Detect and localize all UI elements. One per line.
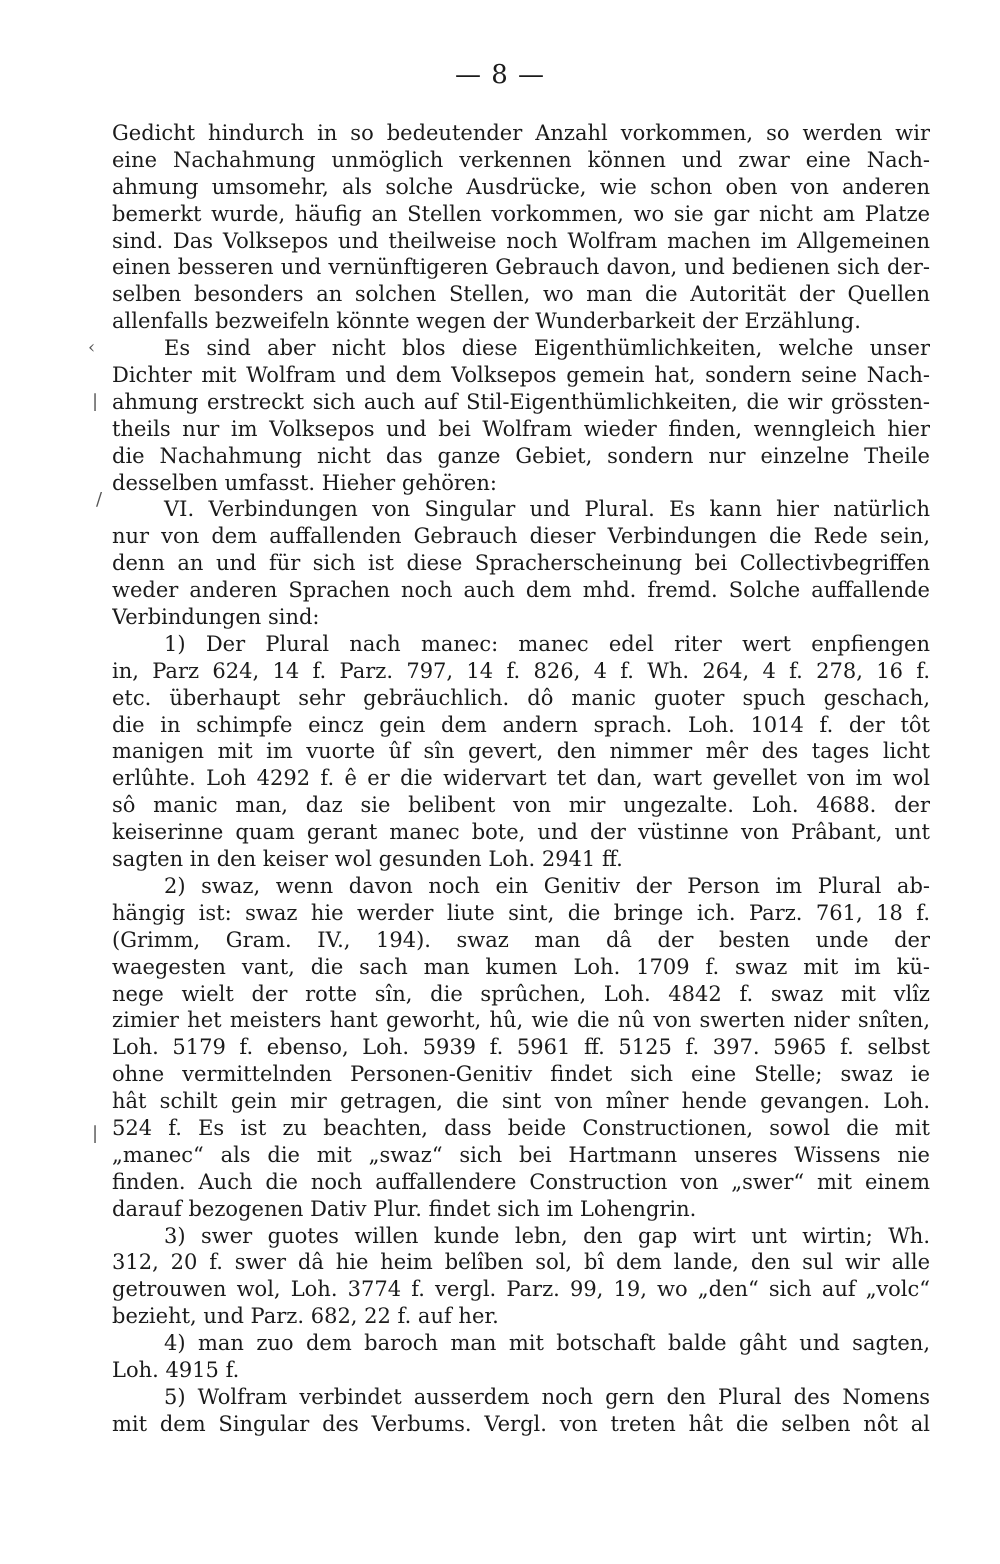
- text-line: „manec“ als die mit „swaz“ sich bei Hartmann unseres Wissens nie: [112, 1142, 930, 1167]
- text-line: etc. überhaupt sehr gebräuchlich. dô manic guoter spuch geschach,: [112, 685, 930, 710]
- text-line: (Grimm, Gram. IV., 194). swaz man dâ der besten unde der: [112, 927, 930, 952]
- text-line: hängig ist: swaz hie werder liute sint, die bringe ich. Parz. 761, 18 f.: [112, 900, 930, 925]
- text-line: theils nur im Volksepos und bei Wolfram wieder finden, wenngleich hier: [112, 416, 930, 441]
- text-line: die Nachahmung nicht das ganze Gebiet, sondern nur einzelne Theile: [112, 443, 930, 468]
- text-line: eine Nachahmung unmöglich verkennen können und zwar eine Nach-: [112, 147, 930, 172]
- text-line: sô manic man, daz sie belibent von mir ungezalte. Loh. 4688. der: [112, 793, 930, 818]
- text-line: mit dem Singular des Verbums. Vergl. von treten hât die selben nôt al: [112, 1411, 930, 1436]
- text-line: 524 f. Es ist zu beachten, dass beide Constructionen, sowol die mit: [112, 1115, 930, 1140]
- text-line: 312, 20 f. swer dâ hie heim belîben sol, bî dem lande, den sul wir alle: [112, 1250, 930, 1275]
- text-line: sagten in den keiser wol gesunden Loh. 2941 ff.: [112, 847, 623, 872]
- text-line: Es sind aber nicht blos diese Eigenthümlichkeiten, welche unser: [164, 336, 930, 361]
- text-line: denn an und für sich ist diese Spracherscheinung bei Collectivbegriffen: [112, 551, 930, 576]
- text-line: finden. Auch die noch auffallendere Construction von „swer“ mit einem: [112, 1169, 930, 1194]
- margin-mark: ‹: [88, 337, 96, 358]
- text-line: bezieht, und Parz. 682, 22 f. auf her.: [112, 1304, 499, 1329]
- text-line: sind. Das Volksepos und theilweise noch Wolfram machen im Allgemeinen: [112, 228, 930, 253]
- text-line: nege wielt der rotte sîn, die sprûchen, Loh. 4842 f. swaz mit vlîz: [112, 981, 930, 1006]
- text-line: ahmung umsomehr, als solche Ausdrücke, wie schon oben von anderen: [112, 174, 930, 199]
- text-line: Gedicht hindurch in so bedeutender Anzahl vorkommen, so werden wir: [112, 121, 930, 145]
- text-line: bemerkt wurde, häufig an Stellen vorkommen, wo sie gar nicht am Platze: [112, 201, 930, 226]
- page-number: — 8 —: [454, 60, 546, 90]
- text-line: die in schimpfe eincz gein dem andern sprach. Loh. 1014 f. der tôt: [112, 712, 930, 737]
- text-line: 2) swaz, wenn davon noch ein Genitiv der Person im Plural ab-: [164, 873, 930, 898]
- margin-mark: |: [92, 391, 99, 412]
- text-line: 5) Wolfram verbindet ausserdem noch gern den Plural des Nomens: [164, 1384, 930, 1409]
- text-line: 1) Der Plural nach manec: manec edel riter wert enpfiengen: [164, 631, 930, 656]
- text-line: Loh. 5179 f. ebenso, Loh. 5939 f. 5961 ff. 5125 f. 397. 5965 f. selbst: [112, 1035, 930, 1060]
- text-line: selben besonders an solchen Stellen, wo man die Autorität der Quellen: [112, 282, 930, 307]
- text-line: ohne vermittelnden Personen-Genitiv findet sich eine Stelle; swaz ie: [112, 1062, 930, 1087]
- text-line: Verbindungen sind:: [112, 605, 320, 630]
- text-line: 4) man zuo dem baroch man mit botschaft balde gâht und sagten,: [164, 1331, 930, 1356]
- text-line: desselben umfasst. Hieher gehören:: [112, 470, 497, 495]
- text-line: ahmung erstreckt sich auch auf Stil-Eigenthümlichkeiten, die wir grössten-: [112, 389, 930, 414]
- text-line: in, Parz 624, 14 f. Parz. 797, 14 f. 826, 4 f. Wh. 264, 4 f. 278, 16 f.: [112, 658, 930, 683]
- text-line: VI. Verbindungen von Singular und Plural. Es kann hier natürlich: [164, 497, 930, 522]
- text-line: nur von dem auffallenden Gebrauch dieser Verbindungen die Rede sein,: [112, 524, 930, 549]
- text-line: waegesten vant, die sach man kumen Loh. 1709 f. swaz mit im kü-: [112, 954, 930, 979]
- text-line: darauf bezogenen Dativ Plur. findet sich im Lohengrin.: [112, 1196, 697, 1221]
- body-text: [112, 120, 930, 1438]
- text-line: hât schilt gein mir getragen, die sint von mîner hende gevangen. Loh.: [112, 1089, 930, 1114]
- text-line: zimier het meisters hant geworht, hû, wie die nû von swerten nider snîten,: [112, 1008, 930, 1033]
- text-line: weder anderen Sprachen noch auch dem mhd. fremd. Solche auffallende: [112, 578, 930, 603]
- text-line: allenfalls bezweifeln könnte wegen der Wunderbarkeit der Erzählung.: [112, 309, 861, 334]
- text-line: manigen mit im vuorte ûf sîn gevert, den nimmer mêr des tages licht: [112, 739, 930, 764]
- text-line: erlûhte. Loh 4292 f. ê er die widervart tet dan, wart gevellet von im wol: [112, 766, 930, 791]
- margin-mark: |: [92, 1123, 99, 1144]
- text-line: Dichter mit Wolfram und dem Volksepos gemein hat, sondern seine Nach-: [112, 363, 930, 388]
- text-line: einen besseren und vernünftigeren Gebrauch davon, und bedienen sich der-: [112, 255, 930, 280]
- text-line: Loh. 4915 f.: [112, 1357, 240, 1382]
- margin-mark: /: [96, 489, 103, 510]
- text-line: getrouwen wol, Loh. 3774 f. vergl. Parz. 99, 19, wo „den“ sich auf „volc“: [112, 1277, 930, 1302]
- text-line: 3) swer guotes willen kunde lebn, den gap wirt unt wirtin; Wh.: [164, 1223, 930, 1248]
- text-line: keiserinne quam gerant manec bote, und der vüstinne von Prâbant, unt: [112, 820, 930, 845]
